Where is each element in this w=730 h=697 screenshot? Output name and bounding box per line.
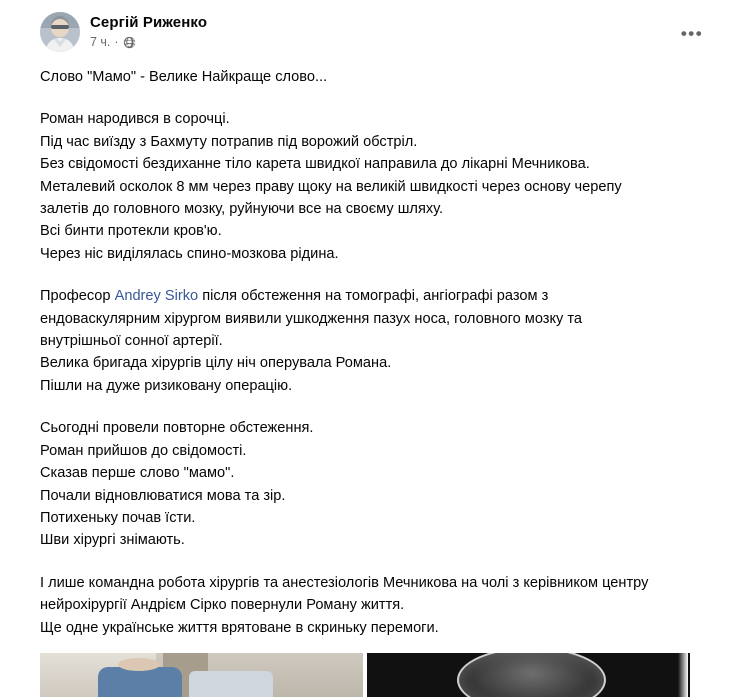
- post-line: Роман народився в сорочці.: [40, 111, 230, 128]
- spacer: [40, 552, 690, 572]
- post-media-grid: [0, 653, 730, 697]
- post-line: І лише командна робота хірургів та анестезіологів Мечникова на чолі з керівником центру: [40, 574, 649, 591]
- spacer: [40, 397, 690, 417]
- post-text: [0, 52, 730, 639]
- post-line-prefix: Професор: [40, 288, 115, 305]
- post-line: Без свідомості бездиханне тіло карета швидкої направила до лікарні Мечникова.: [40, 156, 590, 173]
- post-line: Під час виїзду з Бахмуту потрапив під ворожий обстріл.: [40, 133, 418, 150]
- post-meta: [90, 34, 207, 50]
- post-line-with-mention: [40, 285, 690, 307]
- post-title-line: Слово "Мамо" - Велике Найкраще слово...: [40, 69, 328, 85]
- post-line: Через ніс виділялась спино-мозкова рідина.: [40, 245, 339, 262]
- post-line: Почали відновлюватися мова та зір.: [40, 487, 286, 504]
- post-line: Ще одне українське життя врятоване в скриньку перемоги.: [40, 619, 439, 636]
- photo-detail: [98, 667, 182, 697]
- photo-detail: [678, 653, 688, 697]
- post-line: Пішли на дуже ризиковану операцію.: [40, 377, 293, 394]
- photo-hospital-room-image: [40, 653, 363, 697]
- post-line: внутрішньої сонної артерії.: [40, 333, 223, 350]
- photo-detail: [189, 671, 273, 697]
- post-line: Сьогодні провели повторне обстеження.: [40, 420, 314, 437]
- post-line: Шви хірургі знімають.: [40, 532, 185, 549]
- post-line: нейрохірургії Андрієм Сірко повернули Роману життя.: [40, 597, 405, 614]
- post-line: Роман прийшов до свідомості.: [40, 442, 247, 459]
- post-line: Сказав перше слово "мамо".: [40, 465, 235, 482]
- post-line-suffix: після обстеження на томографі, ангіографі разом з: [198, 288, 549, 305]
- meta-separator: ·: [114, 35, 119, 49]
- photo-hospital-room[interactable]: [40, 653, 363, 697]
- photo-detail: [118, 658, 160, 671]
- post-header: [0, 12, 730, 52]
- post-line: ендоваскулярним хірургом виявили ушкодження пазух носа, головного мозку та: [40, 310, 583, 327]
- globe-icon[interactable]: [123, 36, 136, 49]
- author-name[interactable]: Сергій Риженко: [90, 14, 208, 31]
- post-line: залетів до головного мозку, руйнуючи все на своєму шляху.: [40, 201, 444, 218]
- post-line: Металевий осколок 8 мм через праву щоку на великій швидкості через основу черепу: [40, 178, 622, 195]
- post-line: Всі бинти протекли кров'ю.: [40, 223, 222, 240]
- post-options-button[interactable]: •••: [680, 24, 704, 43]
- post-header-text: [90, 12, 207, 50]
- photo-detail: [457, 653, 606, 697]
- photo-ct-scan[interactable]: [367, 653, 690, 697]
- post-line: Потихеньку почав їсти.: [40, 509, 196, 526]
- post-line: Велика бригада хірургів цілу ніч оперувала Романа.: [40, 355, 392, 372]
- post-timestamp[interactable]: 7 ч.: [90, 35, 111, 49]
- profile-mention-link[interactable]: Andrey Sirko: [114, 288, 199, 305]
- spacer: [40, 88, 690, 108]
- avatar[interactable]: [40, 12, 80, 52]
- spacer: [40, 265, 690, 285]
